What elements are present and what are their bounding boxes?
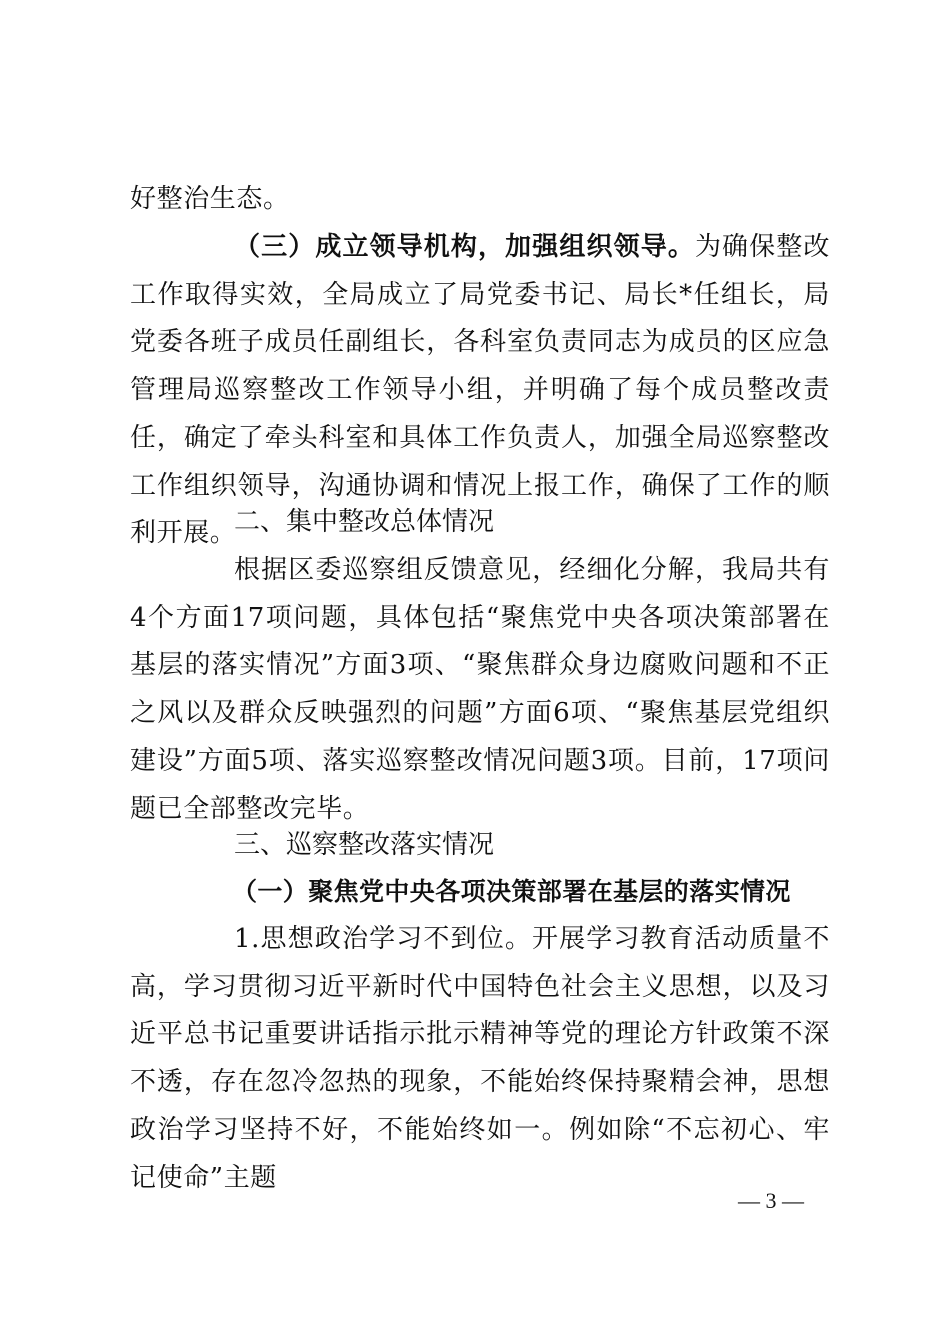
subheading-one: （一）聚焦党中央各项决策部署在基层的落实情况 [232, 877, 791, 906]
overall-situation-paragraph: 根据区委巡察组反馈意见，经细化分解，我局共有 4个方面17项问题，具体包括“聚焦党中央各项决策部署在基层的落实情况”方面3项、“聚焦群众身边腐败问题和不正之风以及群众反映强烈的问题”方面6项、“聚焦基层党组织建设”方面5项、落实巡察整改情况问题3项。目前，17项问题已全部整改完毕。 [130, 555, 830, 824]
section-3-heading: （三）成立领导机构，加强组织领导。 [234, 232, 695, 262]
paragraph-continuation: 好整治生态。 [130, 184, 290, 214]
heading-three: 三、巡察整改落实情况 [234, 830, 495, 860]
page-number: — 3 — [738, 1188, 804, 1213]
item-1-paragraph: 1.思想政治学习不到位。开展学习教育活动质量不高，学习贯彻习近平新时代中国特色社会主义思想，以及习近平总书记重要讲话指示批示精神等党的理论方针政策不深不透，存在忽冷忽热的现象，不能始终保持聚精会神，思想政治学习坚持不好，不能始终如一。例如除“不忘初心、牢记使命”主题 [130, 924, 830, 1193]
section-3-body: 为确保整改工作取得实效，全局成立了局党委书记、局长*任组长，局党委各班子成员任副组长，各科室负责同志为成员的区应急管理局巡察整改工作领导小组，并明确了每个成员整改责任，确定了牵头科室和具体工作负责人，加强全局巡察整改工作组织领导，沟通协调和情况上报工作，确保了工作的顺利开展。 [130, 232, 830, 549]
heading-two: 二、集中整改总体情况 [234, 507, 495, 537]
